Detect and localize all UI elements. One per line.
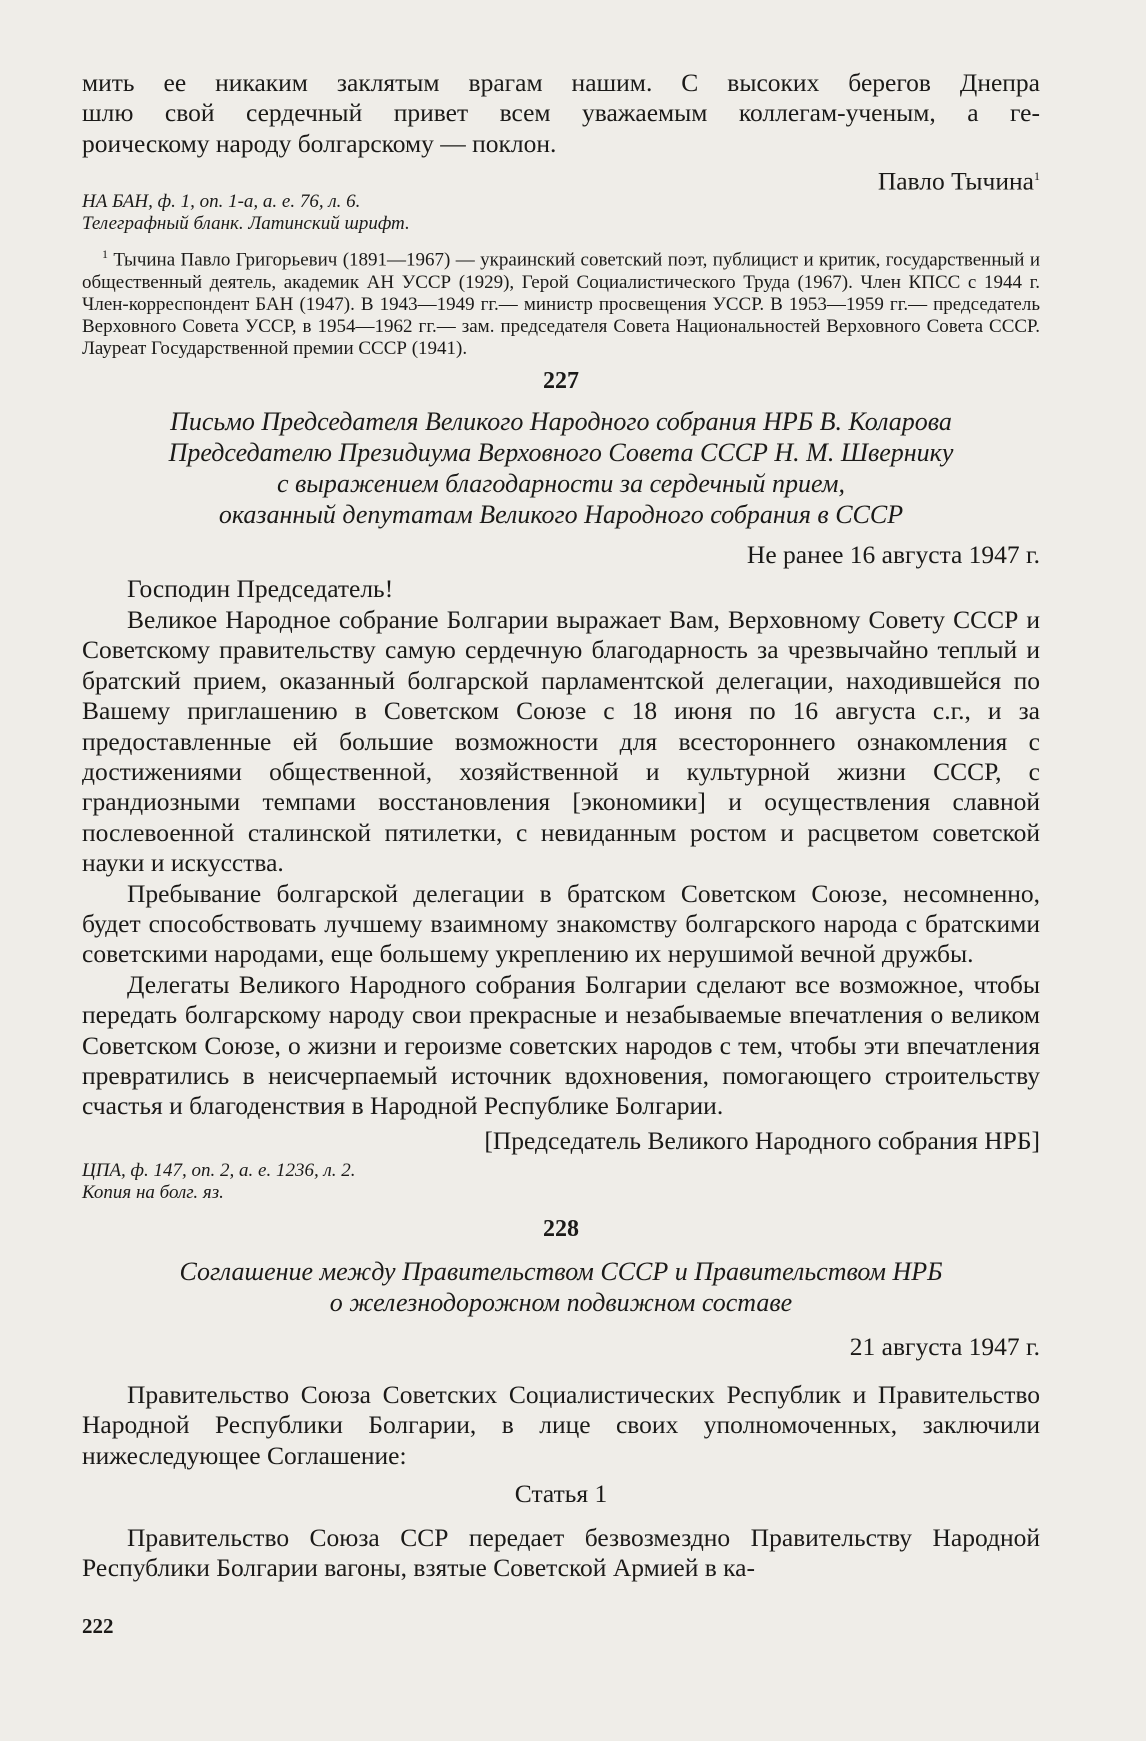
footnote-text: Тычина Павло Григорьевич (1891—1967) — украинский советский поэт, публицист и критик, государственный и общественный деятель, академик АН УССР (1929), Герой Социалистического Труда (1967). Член КПСС с 1944 г. Член-корреспондент БАН (1947). В 1943—1949 гг.— министр просвещения УССР. В 1953—1959 гг.— председатель Верховного Совета УССР, в 1954—1962 гг.— зам. председателя Совета Национальностей Верховного Совета СССР. Лауреат Государственной премии СССР (1941).	[82, 249, 1041, 360]
document-page	[82, 68, 1040, 1584]
doc-227-title-line-2: Председателю Президиума Верховного Совета СССР Н. М. Швернику	[168, 438, 954, 468]
doc-227-date: Не ранее 16 августа 1947 г.	[746, 540, 1040, 570]
intro-line-2: шлю свой сердечный привет всем уважаемым коллегам-ученым, а ге-	[82, 98, 1040, 128]
intro-footnote-mark: 1	[1034, 169, 1040, 184]
footnote-tychina	[82, 243, 1040, 360]
doc-227-archive-note: Копия на болг. яз.	[82, 1181, 224, 1203]
doc-227-title-line-3: с выражением благодарности за сердечный прием,	[276, 469, 846, 499]
intro-signature-name: Павло Тычина	[877, 166, 1034, 196]
intro-line-1: мить ее никаким заклятым врагам нашим. С высоких берегов Днепра	[82, 68, 1040, 97]
doc-227-number: 227	[543, 368, 579, 395]
doc-227-archive-ref: ЦПА, ф. 147, оп. 2, а. е. 1236, л. 2.	[82, 1159, 356, 1181]
intro-archive-ref: НА БАН, ф. 1, оп. 1-а, а. е. 76, л. 6.	[82, 191, 361, 213]
page-number: 222	[82, 1614, 114, 1638]
doc-228-article-1-text: Правительство Союза ССР передает безвозмездно Правительству Народной Республики Болгарии вагоны, взятые Советской Армией в ка-	[82, 1523, 1040, 1583]
doc-227-paragraph-2: Пребывание болгарской делегации в братском Советском Союзе, несомненно, будет способствовать лучшему взаимному знакомству болгарского народа с братскими советскими народами, еще большему укреплению их нерушимой вечной дружбы.	[82, 878, 1040, 969]
doc-228-article-1-heading: Статья 1	[514, 1479, 608, 1508]
doc-227-title-line-1: Письмо Председателя Великого Народного собрания НРБ В. Коларова	[170, 407, 952, 437]
intro-archive-note: Телеграфный бланк. Латинский шрифт.	[82, 213, 410, 235]
doc-227-paragraph-1: Великое Народное собрание Болгарии выражает Вам, Верховному Совету СССР и Советскому правительству самую сердечную благодарность за чрезвычайно теплый и братский прием, оказанный болгарской парламентской делегации, находившейся по Вашему приглашению в Советском Союзе с 18 июня по 16 августа с.г., и за предоставленные ей большие возможности для всестороннего ознакомления с достижениями общественной, хозяйственной и культурной жизни СССР, с грандиозными темпами восстановления [экономики] и осуществления славной послевоенной сталинской пятилетки, с невиданным ростом и расцветом советской науки и искусства.	[82, 604, 1040, 878]
intro-line-3: роическому народу болгарскому — поклон.	[82, 128, 557, 158]
doc-228-title-line-1: Соглашение между Правительством СССР и Правительством НРБ	[179, 1256, 943, 1286]
doc-227-title-line-4: оказанный депутатам Великого Народного собрания в СССР	[218, 500, 904, 530]
footnote-mark: 1	[102, 247, 108, 262]
doc-227-paragraph-3: Делегаты Великого Народного собрания Болгарии сделают все возможное, чтобы передать болгарскому народу свои прекрасные и незабываемые впечатления о великом Советском Союзе, о жизни и героизме советских народов с тем, чтобы эти впечатления превратились в неисчерпаемый источник вдохновения, помогающего строительству счастья и благоденствия в Народной Республике Болгарии.	[82, 969, 1040, 1121]
doc-228-date: 21 августа 1947 г.	[849, 1331, 1040, 1361]
doc-227-salutation: Господин Председатель!	[127, 574, 394, 604]
doc-228-number: 228	[543, 1215, 579, 1242]
doc-227-signature: [Председатель Великого Народного собрания НРБ]	[484, 1125, 1040, 1155]
doc-228-title-line-2: о железнодорожном подвижном составе	[329, 1287, 793, 1317]
doc-228-paragraph-1: Правительство Союза Советских Социалистических Республик и Правительство Народной Республики Болгарии, в лице своих уполномоченных, заключили нижеследующее Соглашение:	[82, 1379, 1040, 1470]
